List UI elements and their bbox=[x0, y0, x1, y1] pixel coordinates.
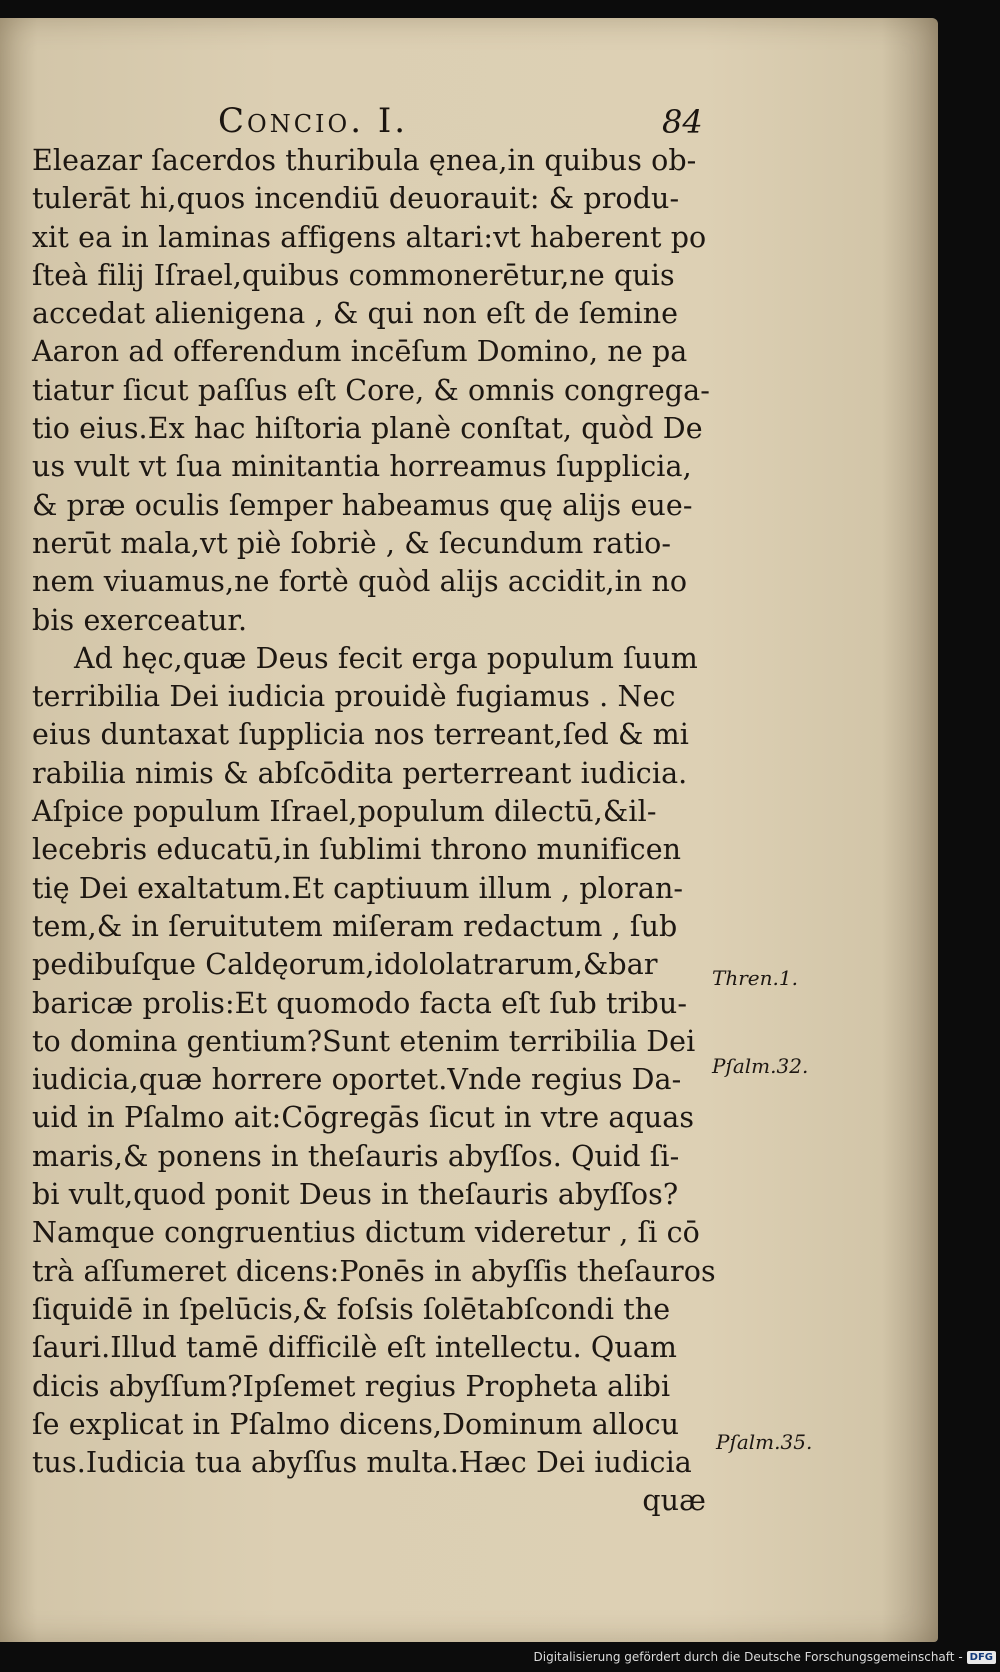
text-line: ſiquidē in ſpelūcis,& foſsis ſolētabſcondi the bbox=[32, 1292, 671, 1326]
text-line: tię Dei exaltatum.Et captiuum illum , ploran- bbox=[32, 871, 684, 905]
marginal-note-psalm-32: Pſalm.32. bbox=[712, 1054, 809, 1078]
catchword: quæ bbox=[642, 1484, 706, 1518]
text-line: Namque congruentius dictum videretur , ſi cō bbox=[32, 1216, 700, 1250]
text-line: tulerāt hi,quos incendiū deuorauit: & produ- bbox=[32, 182, 680, 216]
text-line: terribilia Dei iudicia prouidè fugiamus . Nec bbox=[32, 680, 676, 714]
text-line: tus.Iudicia tua abyſſus multa.Hæc Dei iudicia bbox=[32, 1446, 692, 1480]
book-page bbox=[0, 18, 938, 1642]
text-line: ſe explicat in Pſalmo dicens,Dominum allocu bbox=[32, 1407, 680, 1441]
text-line: dicis abyſſum?Ipſemet regius Propheta alibi bbox=[32, 1369, 671, 1403]
page-number: 84 bbox=[662, 103, 703, 141]
text-line: bi vult,quod ponit Deus in theſauris abyſſos? bbox=[32, 1178, 679, 1212]
text-line: baricæ prolis:Et quomodo facta eſt ſub tribu- bbox=[32, 986, 688, 1020]
marginal-note-psalm-35: Pſalm.35. bbox=[716, 1430, 813, 1454]
text-line: pedibuſque Caldęorum,idololatrarum,&bar bbox=[32, 948, 658, 982]
text-line: iudicia,quæ horrere oportet.Vnde regius Da- bbox=[32, 1063, 682, 1097]
funding-credit: Digitalisierung gefördert durch die Deutsche Forschungsgemeinschaft - bbox=[533, 1650, 963, 1664]
text-line: ſteà filij Iſrael,quibus commonerētur,ne quis bbox=[32, 258, 675, 292]
text-line: maris,& ponens in theſauris abyſſos. Quid ſi- bbox=[32, 1139, 680, 1173]
text-line: Aaron ad offerendum incēſum Domino, ne pa bbox=[32, 335, 688, 369]
text-line: uid in Pſalmo ait:Cōgregās ſicut in vtre aquas bbox=[32, 1101, 695, 1135]
text-line: accedat alienigena , & qui non eſt de ſemine bbox=[32, 297, 679, 331]
text-line: tem,& in ſeruitutem miſeram redactum , ſub bbox=[32, 909, 678, 943]
text-line: Aſpice populum Iſrael,populum dilectū,&il- bbox=[32, 795, 657, 829]
marginal-note-threnodies: Thren.1. bbox=[712, 966, 798, 990]
paragraph-start-line: Ad hęc,quæ Deus fecit erga populum ſuum bbox=[74, 641, 698, 675]
text-line: bis exerceatur. bbox=[32, 603, 248, 637]
text-line: us vult vt ſua minitantia horreamus ſupplicia, bbox=[32, 450, 692, 484]
text-line: lecebris educatū,in ſublimi throno munificen bbox=[32, 833, 682, 867]
body-text bbox=[32, 142, 716, 1521]
text-line: to domina gentium?Sunt etenim terribilia Dei bbox=[32, 1024, 696, 1058]
text-line: nem viuamus,ne fortè quòd alijs accidit,in no bbox=[32, 565, 688, 599]
running-title: Concio. I. bbox=[218, 101, 409, 141]
text-line: & præ oculis ſemper habeamus quę alijs eue- bbox=[32, 488, 693, 522]
text-line: ſauri.Illud tamē difficilè eſt intellectu. Quam bbox=[32, 1331, 678, 1365]
digitization-footer bbox=[534, 1646, 997, 1668]
text-line: tio eius.Ex hac hiſtoria planè conſtat, quòd De bbox=[32, 412, 703, 446]
text-line: tiatur ſicut paſſus eſt Core, & omnis congrega- bbox=[32, 373, 710, 407]
text-line: trà aſſumeret dicens:Ponēs in abyſſis theſauros bbox=[32, 1254, 716, 1288]
text-line: nerūt mala,vt piè ſobriè , & ſecundum ratio- bbox=[32, 526, 672, 560]
dfg-logo: DFG bbox=[967, 1651, 996, 1664]
page-header bbox=[0, 101, 938, 145]
text-line: Eleazar ſacerdos thuribula ęnea,in quibus ob- bbox=[32, 144, 697, 177]
text-line: xit ea in laminas affigens altari:vt haberent po bbox=[32, 220, 707, 254]
text-line: eius duntaxat ſupplicia nos terreant,ſed & mi bbox=[32, 718, 690, 752]
text-line: rabilia nimis & abſcōdita perterreant iudicia. bbox=[32, 756, 688, 790]
